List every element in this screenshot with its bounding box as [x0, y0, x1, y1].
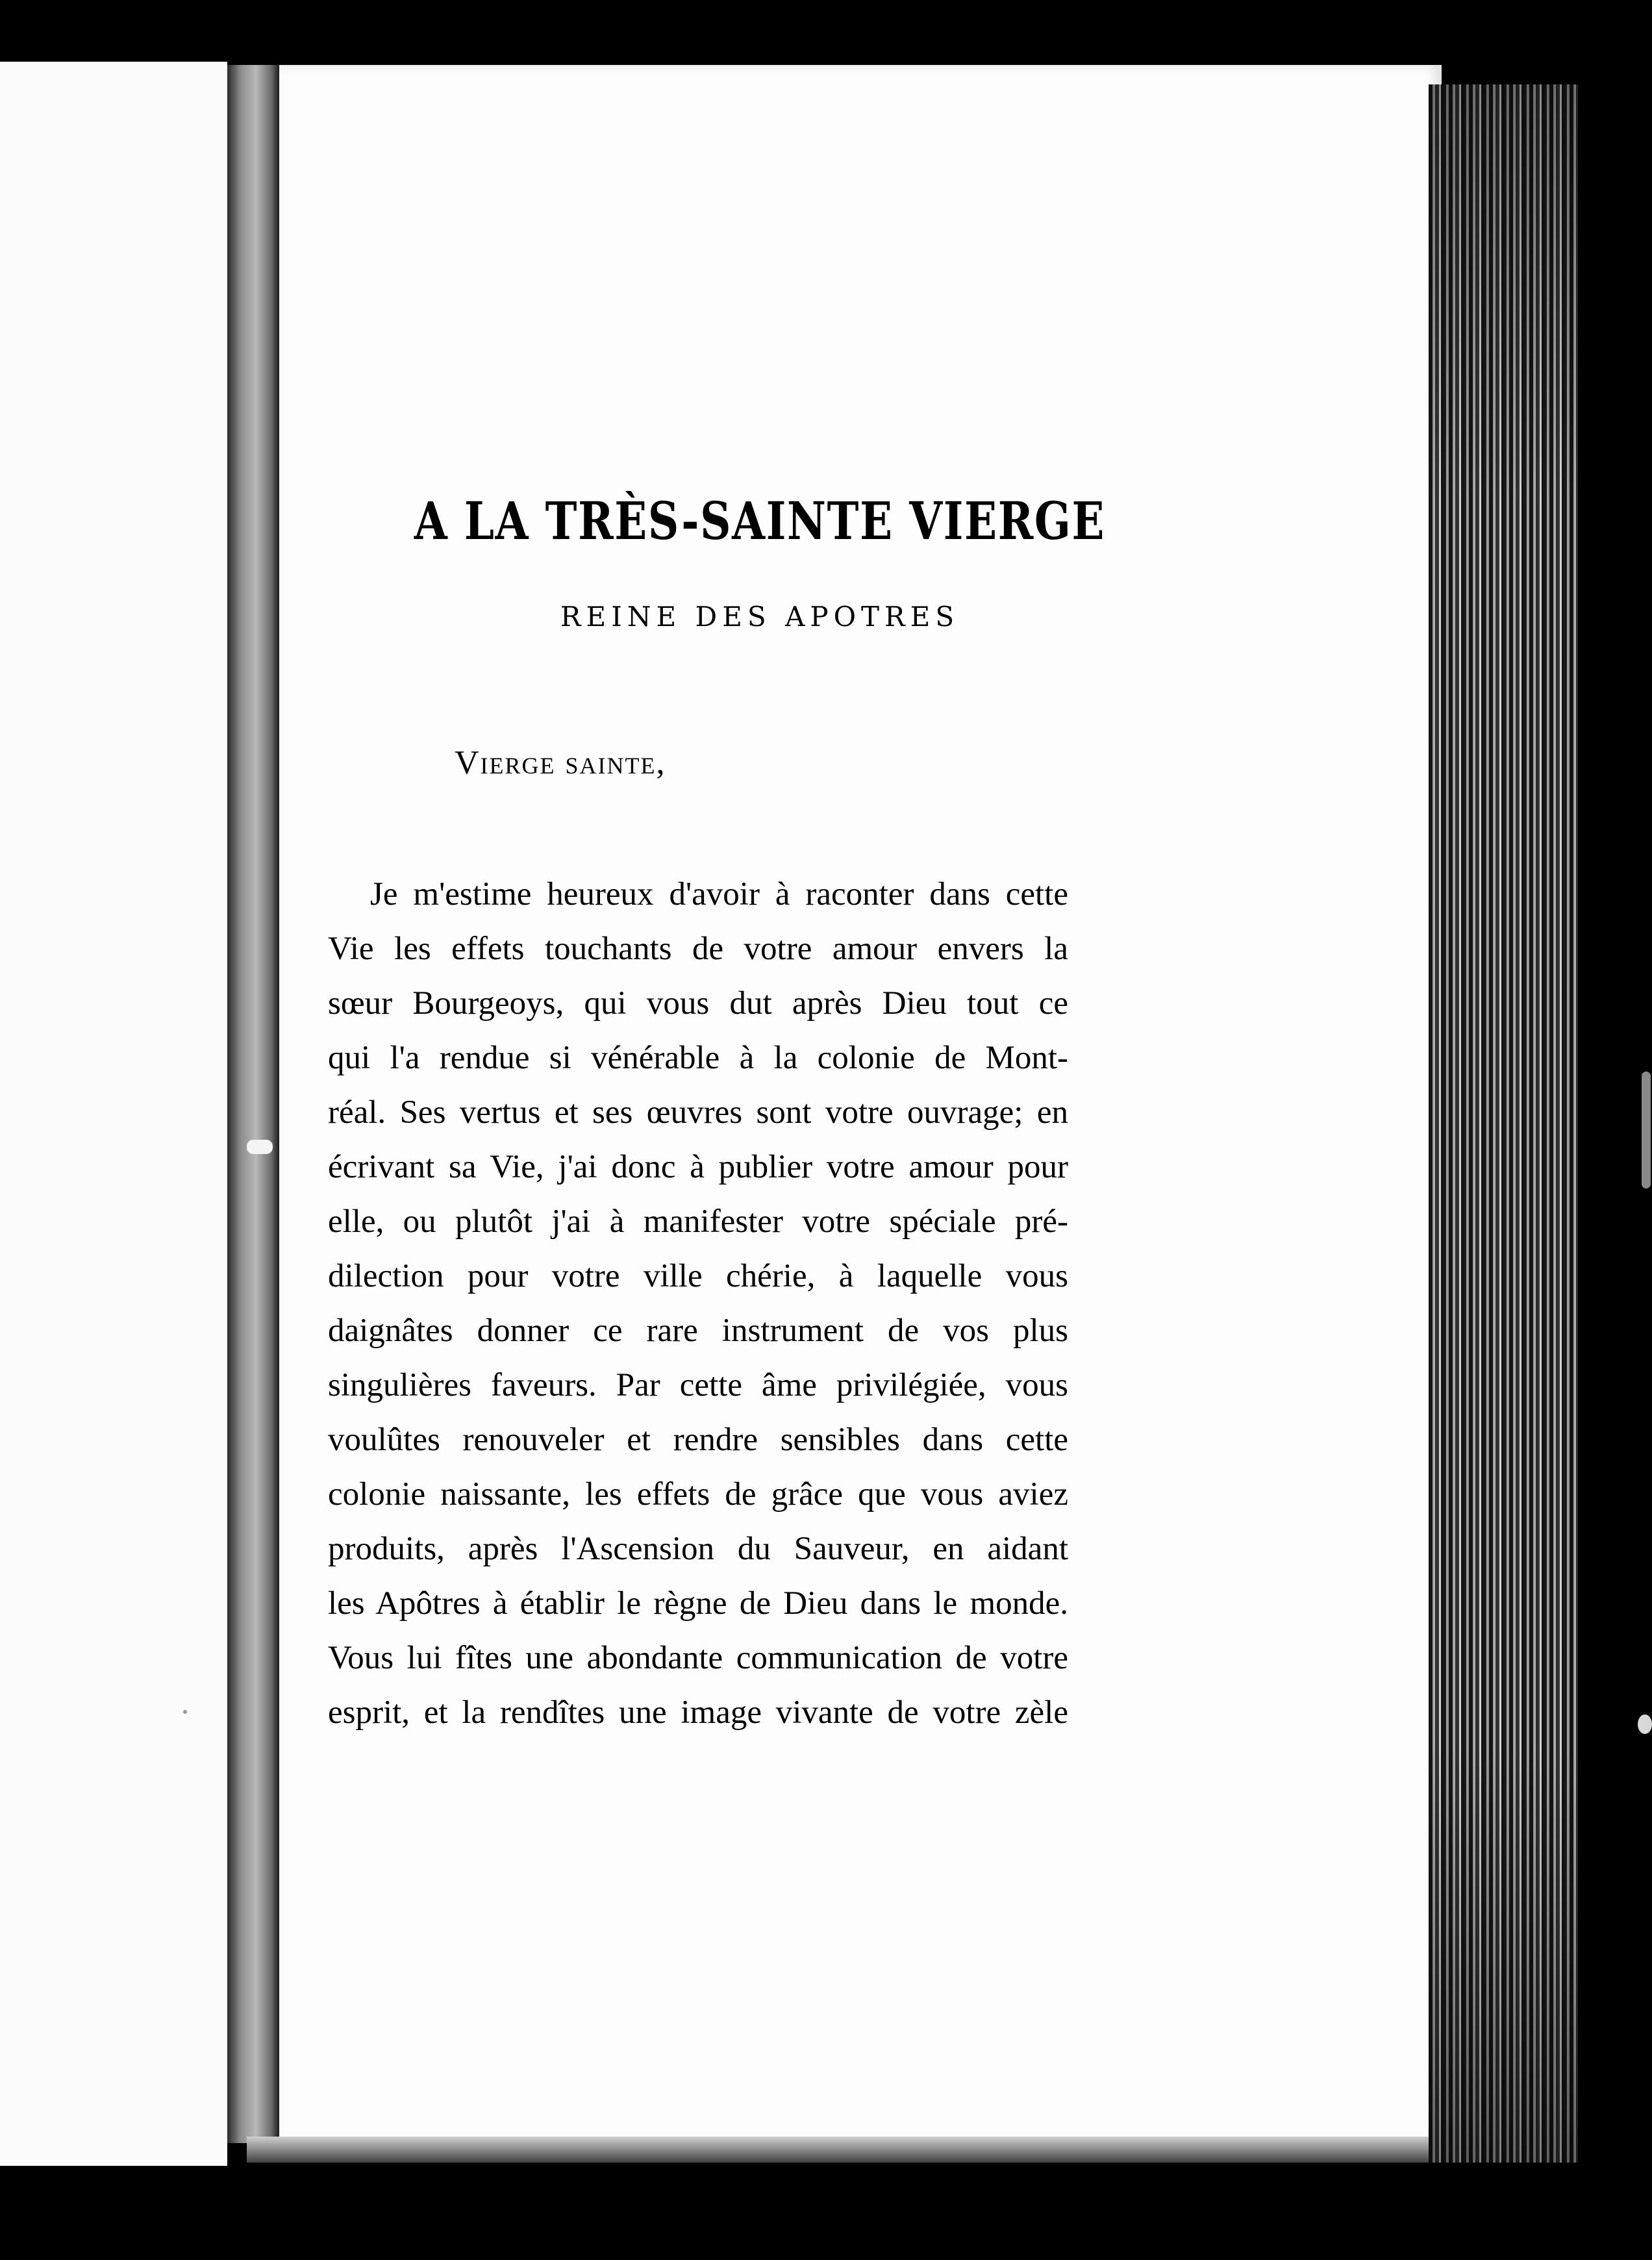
scan-speck: [1638, 1714, 1652, 1734]
gutter-mark: [247, 1140, 273, 1154]
text-line: dilection pour votre ville chérie, à laquelle vous: [328, 1258, 1068, 1294]
text-line: Vous lui fîtes une abondante communication de votre: [328, 1640, 1068, 1676]
page-bottom-edge: [247, 2137, 1481, 2163]
text-line: voulûtes renouveler et rendre sensibles dans cette: [328, 1422, 1068, 1458]
text-line: esprit, et la rendîtes une image vivante de votre zèle: [328, 1694, 1068, 1731]
text-line: produits, après l'Ascension du Sauveur, en aidant: [328, 1531, 1068, 1567]
page-subtitle: REINE DES APOTRES: [560, 601, 960, 633]
text-line: les Apôtres à établir le règne de Dieu dans le monde.: [328, 1585, 1068, 1622]
book-gutter: [227, 65, 279, 2143]
facing-page-left: [0, 62, 227, 2166]
text-line: elle, ou plutôt j'ai à manifester votre spéciale pré-: [328, 1203, 1068, 1240]
text-line: écrivant sa Vie, j'ai donc à publier votre amour pour: [328, 1149, 1068, 1185]
text-line: colonie naissante, les effets de grâce que vous aviez: [328, 1476, 1068, 1513]
text-line: singulières faveurs. Par cette âme privilégiée, vous: [328, 1367, 1068, 1403]
scan-speck: [183, 1710, 187, 1714]
text-line: réal. Ses vertus et ses œuvres sont votre ouvrage; en: [328, 1094, 1068, 1131]
body-text: [328, 867, 1068, 1740]
text-line: Vie les effets touchants de votre amour envers la: [328, 931, 1068, 967]
fore-edge-shadow: [1429, 84, 1578, 2163]
text-line: sœur Bourgeoys, qui vous dut après Dieu tout ce: [328, 985, 1068, 1022]
page-title: A LA TRÈS-SAINTE VIERGE: [414, 490, 1106, 551]
salutation: Vierge sainte,: [455, 744, 666, 781]
text-line: daignâtes donner ce rare instrument de vos plus: [328, 1312, 1068, 1349]
text-line: Je m'estime heureux d'avoir à raconter dans cette: [370, 876, 1068, 912]
scan-speck: [1642, 1072, 1651, 1188]
text-line: qui l'a rendue si vénérable à la colonie de Mont-: [328, 1040, 1068, 1076]
